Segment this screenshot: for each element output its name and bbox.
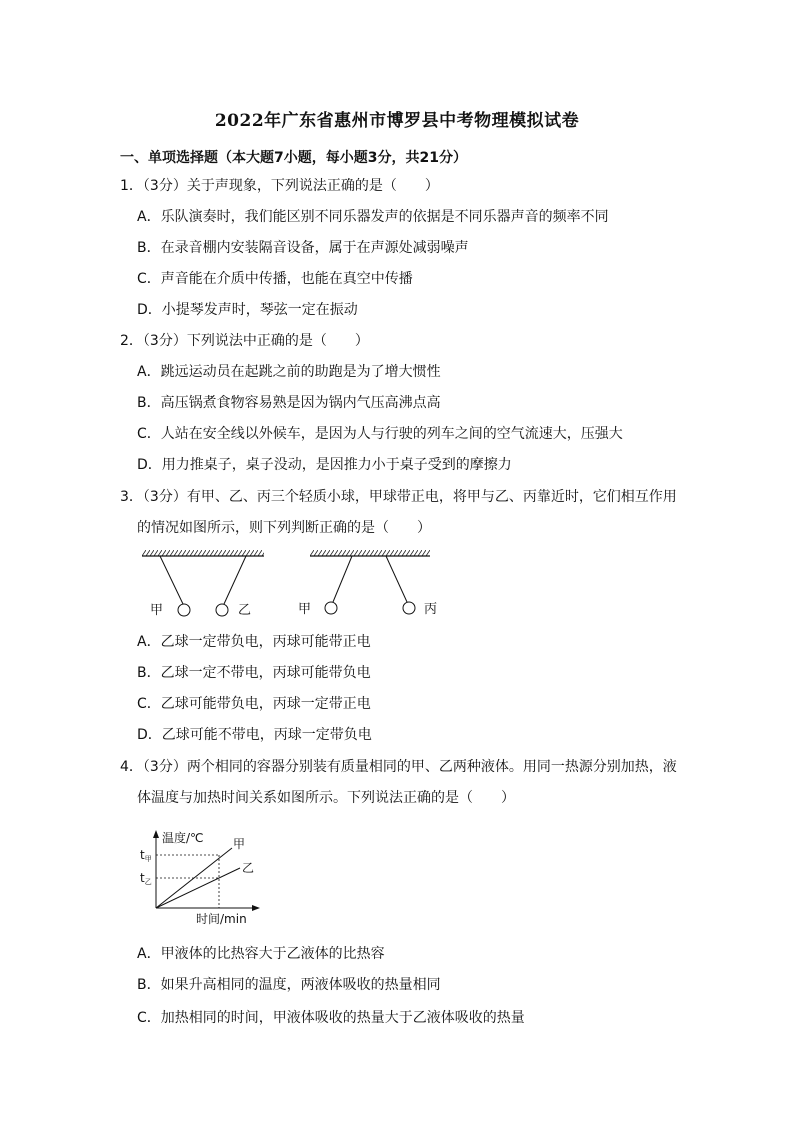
question-2-option-b: B．高压锅煮食物容易熟是因为锅内气压高沸点高 [137, 395, 441, 411]
thread-jia-right [333, 556, 352, 602]
line-yi [156, 868, 240, 908]
question-3-option-a: A．乙球一定带负电，丙球可能带正电 [137, 634, 371, 650]
question-4-stem-line-1: 4．（3分）两个相同的容器分别装有质量相同的甲、乙两种液体。用同一热源分别加热，液 [120, 759, 677, 775]
question-3-stem-line-2: 的情况如图所示，则下列判断正确的是（ ） [137, 520, 431, 536]
question-2-option-a: A．跳远运动员在起跳之前的助跑是为了增大惯性 [137, 364, 441, 380]
thread-yi [224, 556, 246, 604]
question-4-option-b: B．如果升高相同的温度，两液体吸收的热量相同 [137, 977, 441, 993]
ball-yi [216, 604, 228, 616]
question-1-stem: 1．（3分）关于声现象，下列说法正确的是（ ） [120, 178, 439, 194]
t-yi-label: t乙 [140, 871, 152, 886]
x-axis-label: 时间/min [196, 912, 247, 926]
ball-jia-right [325, 602, 337, 614]
question-1-option-a: A．乐队演奏时，我们能区别不同乐器发声的依据是不同乐器声音的频率不同 [137, 209, 609, 225]
question-3-option-c: C．乙球可能带负电，丙球一定带正电 [137, 696, 371, 712]
question-3-stem-line-1: 3．（3分）有甲、乙、丙三个轻质小球，甲球带正电，将甲与乙、丙靠近时，它们相互作用 [120, 489, 677, 505]
pith-ball-figure [138, 544, 448, 624]
question-4-stem-line-2: 体温度与加热时间关系如图所示。下列说法正确的是（ ） [137, 790, 515, 806]
question-2-option-c: C．人站在安全线以外候车，是因为人与行驶的列车之间的空气流速大，压强大 [137, 426, 623, 442]
label-jia-left: 甲 [150, 603, 164, 618]
ball-bing [403, 602, 415, 614]
right-support-hatch [310, 550, 430, 556]
ball-jia-left [178, 604, 190, 616]
label-line-jia: 甲 [233, 837, 246, 851]
question-1-option-b: B．在录音棚内安装隔音设备，属于在声源处减弱噪声 [137, 240, 469, 256]
page-title: 2022年广东省惠州市博罗县中考物理模拟试卷 [214, 111, 580, 131]
question-4-option-a: A．甲液体的比热容大于乙液体的比热容 [137, 946, 385, 962]
question-3-option-b: B．乙球一定不带电，丙球可能带负电 [137, 665, 371, 681]
t-jia-label: t甲 [140, 848, 152, 863]
label-bing: 丙 [424, 602, 438, 617]
y-axis-label: 温度/℃ [162, 831, 204, 845]
thread-left-jia [160, 556, 183, 604]
left-support-hatch [142, 550, 264, 556]
question-4-option-c: C．加热相同的时间，甲液体吸收的热量大于乙液体吸收的热量 [137, 1010, 525, 1026]
section-heading: 一、单项选择题（本大题7小题，每小题3分，共21分） [120, 150, 467, 166]
question-2-stem: 2．（3分）下列说法中正确的是（ ） [120, 333, 369, 349]
question-1-option-c: C．声音能在介质中传播，也能在真空中传播 [137, 271, 413, 287]
label-jia-right: 甲 [298, 602, 312, 617]
label-yi: 乙 [238, 603, 252, 618]
question-1-option-d: D．小提琴发声时，琴弦一定在振动 [137, 302, 358, 318]
question-3-option-d: D．乙球可能不带电，丙球一定带负电 [137, 727, 372, 743]
thread-bing [386, 556, 407, 602]
temperature-time-graph [136, 822, 268, 930]
x-axis-arrow [252, 905, 260, 911]
y-axis-arrow [153, 830, 159, 838]
label-line-yi: 乙 [242, 861, 255, 875]
question-2-option-d: D．用力推桌子，桌子没动，是因推力小于桌子受到的摩擦力 [137, 457, 512, 473]
